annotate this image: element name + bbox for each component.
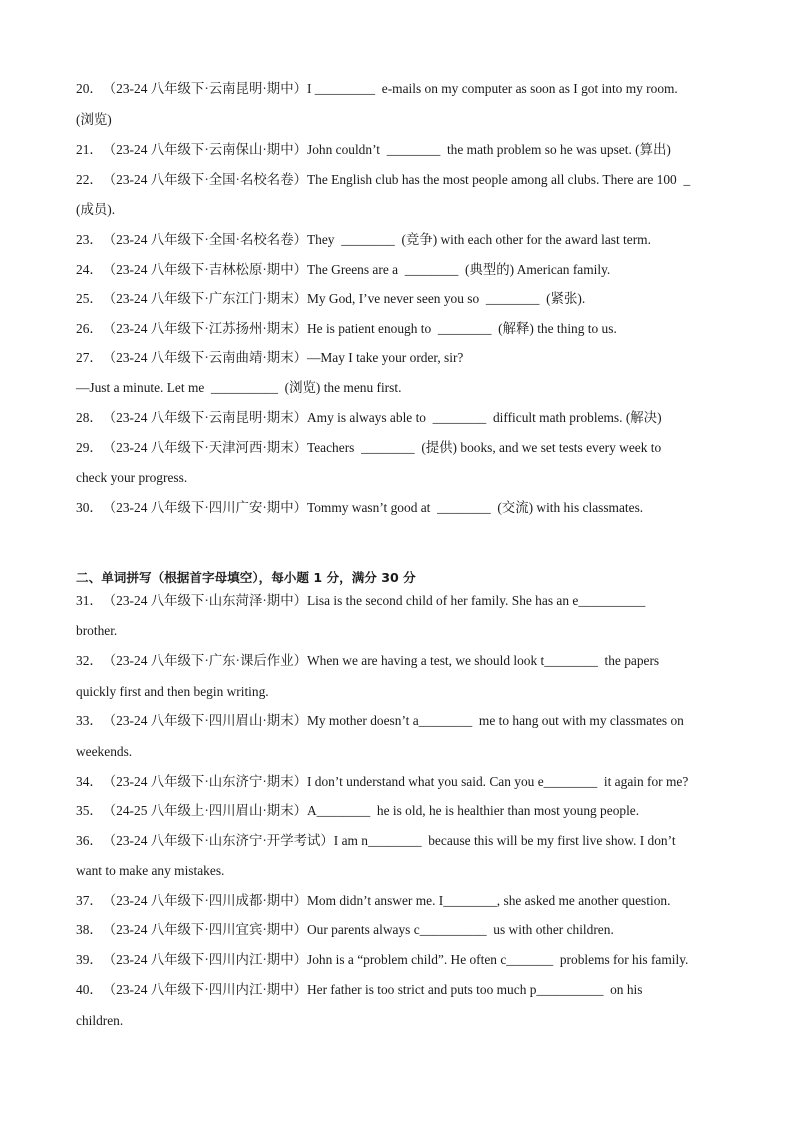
question-number: 34．	[76, 774, 103, 789]
question-number: 35．	[76, 803, 103, 818]
question-item	[76, 80, 740, 98]
question-text: brother.	[76, 623, 118, 638]
question-item	[76, 499, 740, 517]
question-number: 28．	[76, 410, 103, 425]
question-number: 24．	[76, 262, 103, 277]
question-number: 40．	[76, 982, 103, 997]
question-item	[76, 439, 740, 457]
question-text: want to make any mistakes.	[76, 863, 225, 878]
question-source: （23-24 八年级下·全国·名校名卷）	[102, 232, 307, 247]
question-source: （23-24 八年级下·江苏扬州·期末）	[102, 321, 307, 336]
question-item	[76, 592, 740, 610]
question-continuation	[76, 743, 740, 761]
section-heading: 二、单词拼写（根据首字母填空），每小题 1 分，满分 30 分	[76, 570, 416, 585]
question-text: (浏览)	[76, 112, 112, 127]
question-number: 25．	[76, 291, 103, 306]
question-source: （23-24 八年级下·山东菏泽·期中）	[102, 593, 307, 608]
question-source: （23-24 八年级下·山东济宁·开学考试）	[102, 833, 334, 848]
question-item	[76, 802, 740, 820]
question-source: （23-24 八年级下·四川眉山·期末）	[102, 713, 307, 728]
question-text: When we are having a test, we should look t________ the papers	[306, 653, 660, 668]
question-source: （23-24 八年级下·广东江门·期末）	[102, 291, 307, 306]
question-item	[76, 349, 740, 367]
question-number: 23．	[76, 232, 103, 247]
question-number: 31．	[76, 593, 103, 608]
question-text: Lisa is the second child of her family. She has an e__________	[306, 593, 646, 608]
question-number: 38．	[76, 922, 103, 937]
question-text: Her father is too strict and puts too much p__________ on his	[306, 982, 643, 997]
question-source: （23-24 八年级下·吉林松原·期中）	[102, 262, 307, 277]
question-continuation	[76, 379, 740, 397]
question-text: I _________ e-mails on my computer as soon as I got into my room.	[306, 81, 678, 96]
question-item	[76, 892, 740, 910]
question-text: He is patient enough to ________ (解释) the thing to us.	[306, 321, 617, 336]
question-continuation	[76, 622, 740, 640]
question-text: Our parents always c__________ us with other children.	[306, 922, 614, 937]
question-number: 39．	[76, 952, 103, 967]
question-text: Mom didn’t answer me. I________, she asked me another question.	[306, 893, 671, 908]
question-source: （23-24 八年级下·四川广安·期中）	[102, 500, 307, 515]
question-number: 32．	[76, 653, 103, 668]
question-source: （23-24 八年级下·全国·名校名卷）	[102, 172, 307, 187]
question-source: （23-24 八年级下·四川内江·期中）	[102, 952, 307, 967]
question-text: My God, I’ve never seen you so ________ (紧张).	[306, 291, 586, 306]
question-text: Tommy wasn’t good at ________ (交流) with his classmates.	[306, 500, 644, 515]
question-number: 30．	[76, 500, 103, 515]
question-number: 21．	[76, 142, 103, 157]
question-continuation	[76, 1012, 740, 1030]
question-item	[76, 712, 740, 730]
question-text: quickly first and then begin writing.	[76, 684, 269, 699]
question-text: John is a “problem child”. He often c_______ problems for his family.	[306, 952, 689, 967]
question-text: A________ he is old, he is healthier than most young people.	[306, 803, 640, 818]
question-text: I don’t understand what you said. Can you e________ it again for me?	[306, 774, 689, 789]
question-item	[76, 921, 740, 939]
question-text: children.	[76, 1013, 124, 1028]
question-item	[76, 981, 740, 999]
question-source: （23-24 八年级下·山东济宁·期末）	[102, 774, 307, 789]
question-number: 20．	[76, 81, 103, 96]
question-number: 27．	[76, 350, 103, 365]
question-continuation	[76, 111, 740, 129]
question-text: (成员).	[76, 202, 116, 217]
question-continuation	[76, 469, 740, 487]
question-source: （23-24 八年级下·广东·课后作业）	[102, 653, 307, 668]
question-item	[76, 409, 740, 427]
question-continuation	[76, 683, 740, 701]
question-number: 26．	[76, 321, 103, 336]
question-text: weekends.	[76, 744, 133, 759]
question-text: John couldn’t ________ the math problem so he was upset. (算出)	[306, 142, 671, 157]
question-text: The English club has the most people among all clubs. There are 100 _	[306, 172, 691, 187]
question-text: Amy is always able to ________ difficult math problems. (解决)	[306, 410, 662, 425]
question-source: （23-24 八年级下·云南保山·期中）	[102, 142, 307, 157]
question-source: （24-25 八年级上·四川眉山·期末）	[102, 803, 307, 818]
question-item	[76, 652, 740, 670]
question-source: （23-24 八年级下·云南昆明·期中）	[102, 81, 307, 96]
question-text: Teachers ________ (提供) books, and we set tests every week to	[306, 440, 662, 455]
question-text: The Greens are a ________ (典型的) American family.	[306, 262, 611, 277]
question-number: 22．	[76, 172, 103, 187]
question-item	[76, 231, 740, 249]
question-number: 36．	[76, 833, 103, 848]
question-item	[76, 951, 740, 969]
question-item	[76, 773, 740, 791]
question-number: 29．	[76, 440, 103, 455]
question-source: （23-24 八年级下·四川内江·期中）	[102, 982, 307, 997]
question-source: （23-24 八年级下·四川宜宾·期中）	[102, 922, 307, 937]
question-text: —Just a minute. Let me __________ (浏览) the menu first.	[76, 380, 402, 395]
question-text: I am n________ because this will be my first live show. I don’t	[333, 833, 676, 848]
question-item	[76, 261, 740, 279]
question-text: They ________ (竞争) with each other for the award last term.	[306, 232, 651, 247]
question-item	[76, 832, 740, 850]
question-continuation	[76, 201, 740, 219]
question-number: 37．	[76, 893, 103, 908]
question-source: （23-24 八年级下·四川成都·期中）	[102, 893, 307, 908]
question-item	[76, 290, 740, 308]
question-continuation	[76, 862, 740, 880]
question-source: （23-24 八年级下·云南曲靖·期末）	[102, 350, 307, 365]
question-source: （23-24 八年级下·天津河西·期末）	[102, 440, 307, 455]
question-item	[76, 141, 740, 159]
question-text: check your progress.	[76, 470, 188, 485]
question-text: —May I take your order, sir?	[306, 350, 464, 365]
question-item	[76, 320, 740, 338]
question-number: 33．	[76, 713, 103, 728]
question-item	[76, 171, 740, 189]
question-source: （23-24 八年级下·云南昆明·期末）	[102, 410, 307, 425]
question-text: My mother doesn’t a________ me to hang out with my classmates on	[306, 713, 684, 728]
